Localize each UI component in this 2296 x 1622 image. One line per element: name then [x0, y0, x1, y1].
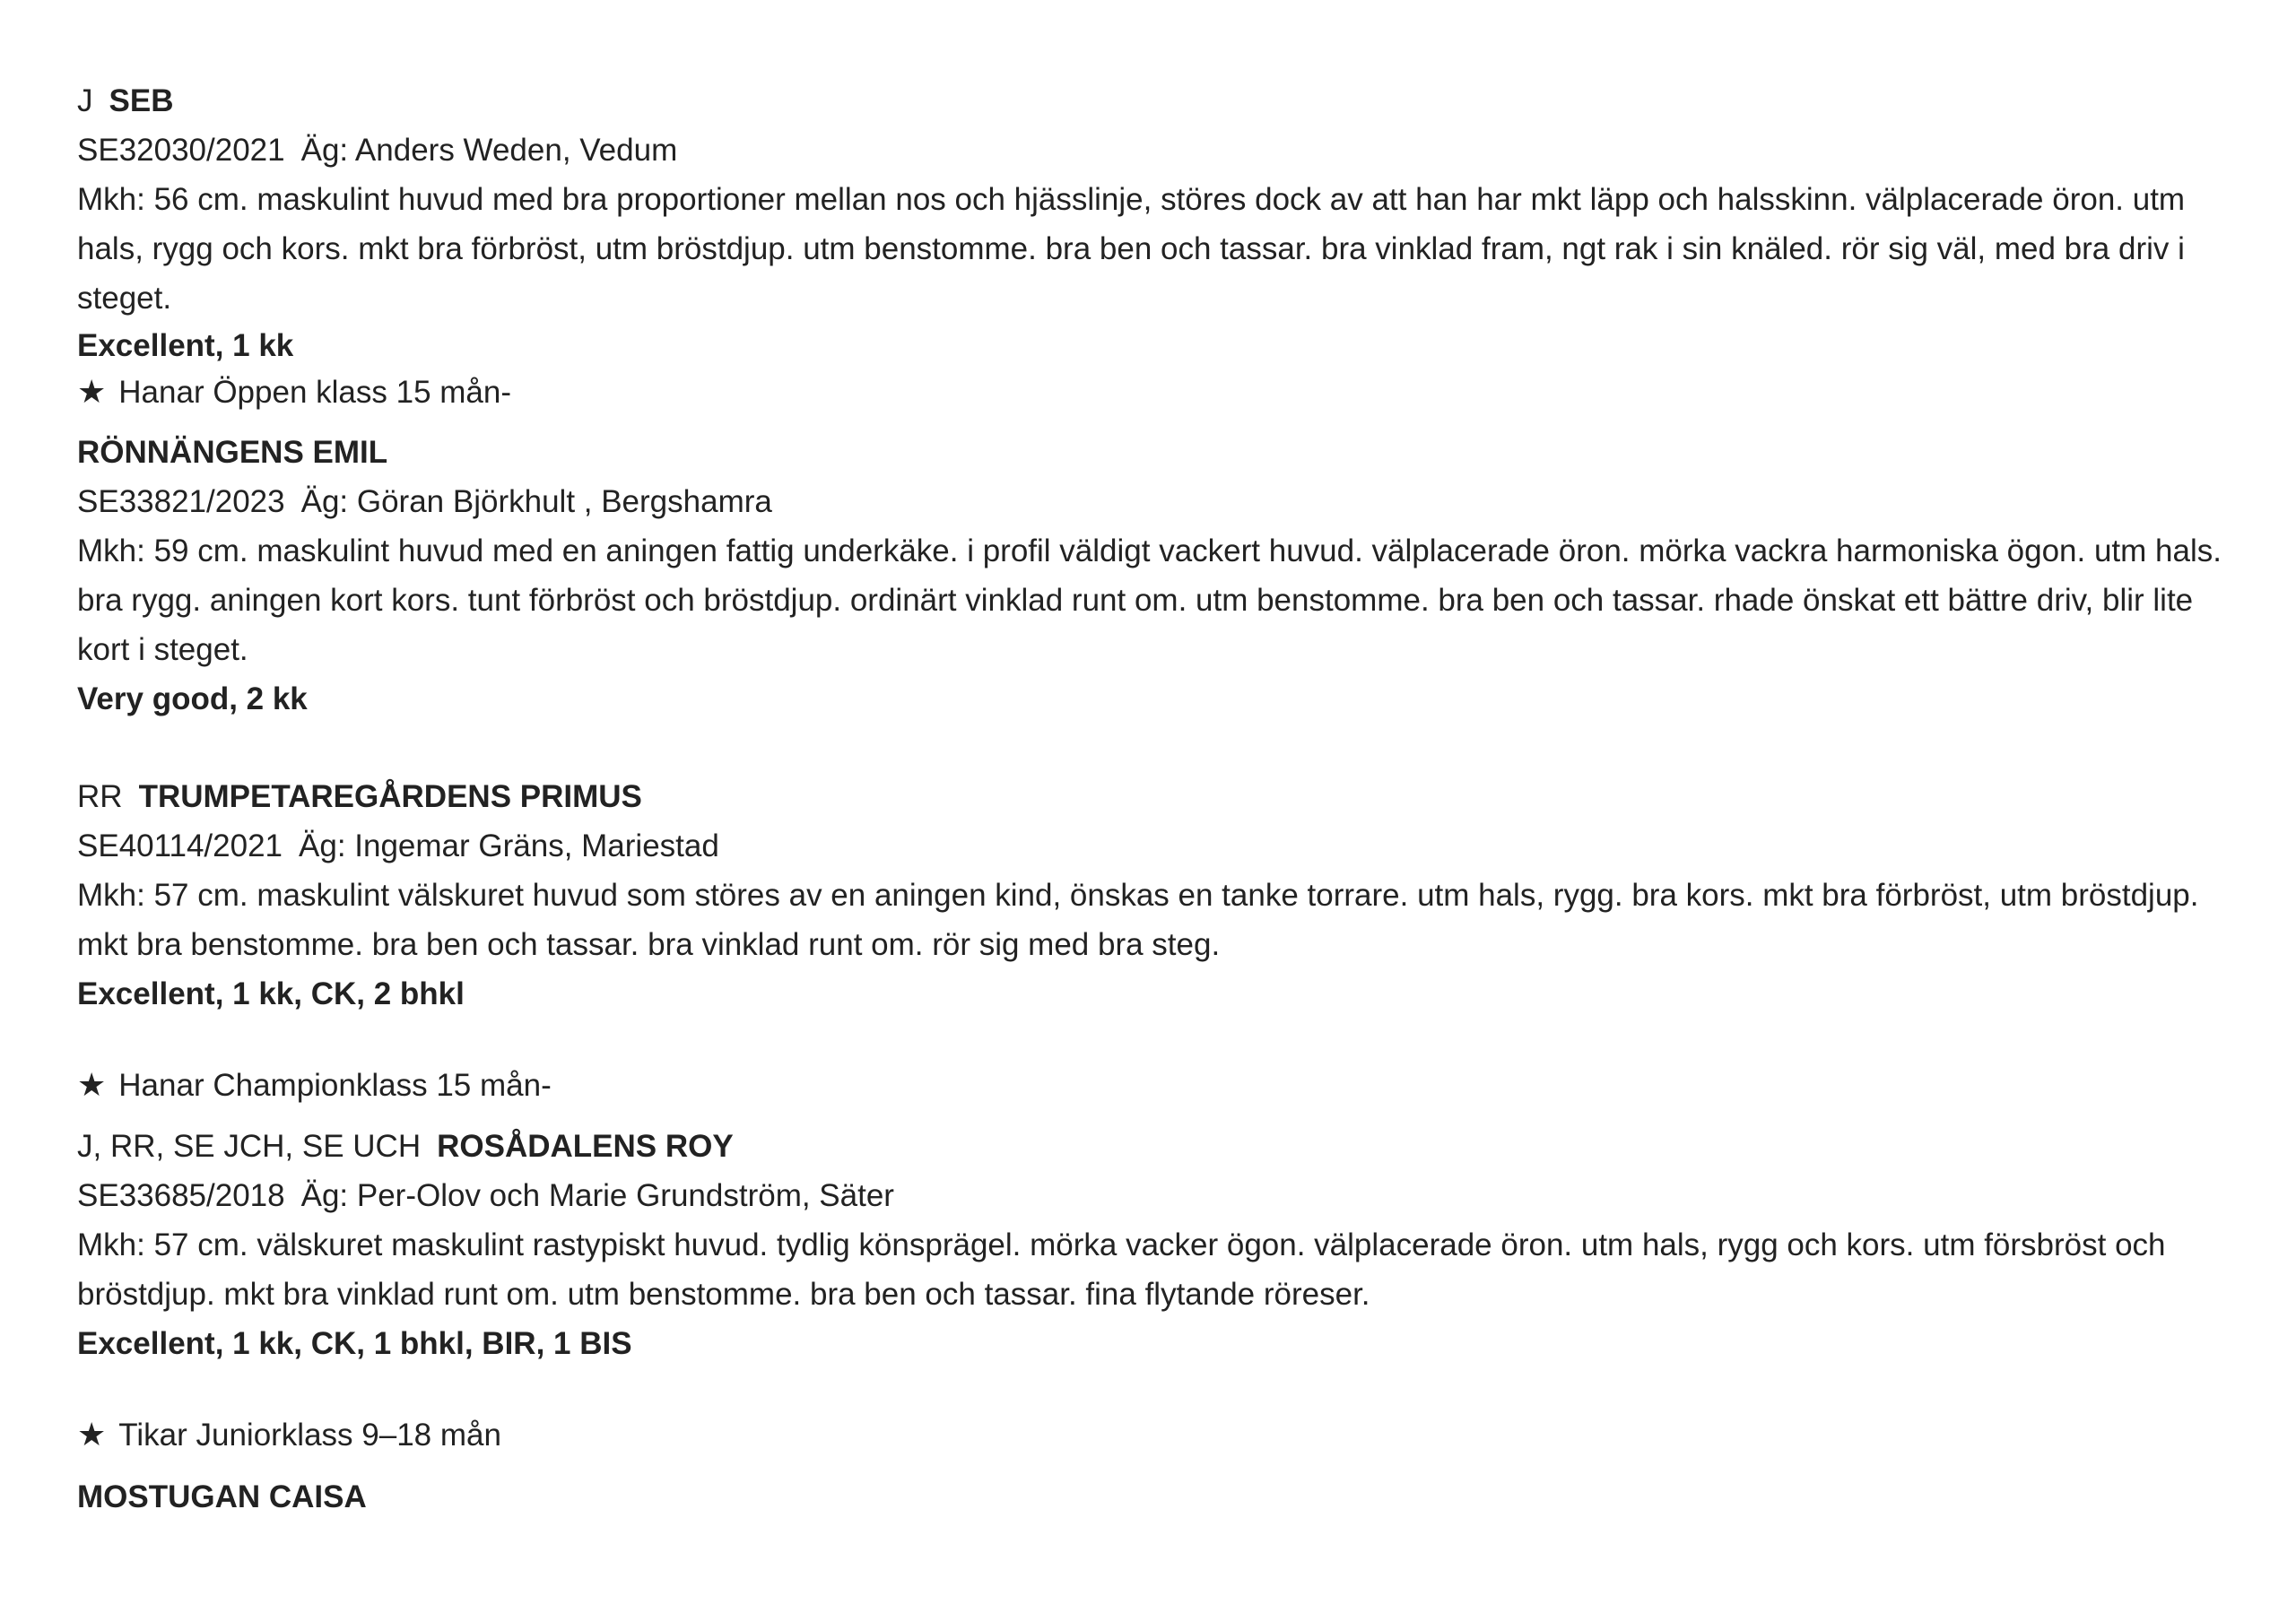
dog-critique: Mkh: 56 cm. maskulint huvud med bra proportioner mellan nos och hjässlinje, störes dock av att han har mkt läpp och halsskinn. välplacerade öron. utm hals, rygg och kors. mkt bra förbröst, utm bröstdjup. utm benstomme. bra ben och tassar. bra vinklad fram, ngt rak i sin knäled. rör sig väl, med bra driv i steget.: [77, 182, 2186, 316]
dog-registration: [77, 1171, 2239, 1220]
class-heading-label: Hanar Öppen klass 15 mån-: [118, 375, 512, 410]
dog-result: Very good, 2 kk: [77, 681, 308, 716]
dog-entry: [77, 1122, 2239, 1368]
dog-titles: J, RR, SE JCH, SE UCH: [77, 1129, 422, 1164]
dog-header: [77, 1122, 2239, 1171]
owner: Äg: Ingemar Gräns, Mariestad: [299, 828, 719, 863]
dog-name: TRUMPETAREGÅRDENS PRIMUS: [138, 779, 642, 814]
dog-header: [77, 76, 2239, 126]
registration-number: SE40114/2021: [77, 828, 283, 863]
class-heading: [77, 367, 511, 416]
dog-entry: [77, 772, 2239, 1019]
registration-number: SE33821/2023: [77, 484, 285, 519]
dog-name: ROSÅDALENS ROY: [437, 1129, 734, 1164]
dog-result: Excellent, 1 kk, CK, 2 bhkl: [77, 976, 465, 1011]
dog-registration: [77, 126, 2239, 175]
dog-result: Excellent, 1 kk: [77, 328, 294, 363]
dog-name: SEB: [109, 83, 174, 118]
dog-header: [77, 1472, 2239, 1522]
dog-critique: Mkh: 59 cm. maskulint huvud med en aningen fattig underkäke. i profil väldigt vackert huvud. välplacerade öron. mörka vackra harmoniska ögon. utm hals. bra rygg. aningen kort kors. tunt förbröst och bröstdjup. ordinärt vinklad runt om. utm benstomme. bra ben och tassar. rhade önskat ett bättre driv, blir lite kort i steget.: [77, 533, 2222, 667]
class-heading-label: Tikar Juniorklass 9–18 mån: [118, 1418, 501, 1453]
dog-titles: RR: [77, 779, 123, 814]
dog-titles: J: [77, 83, 93, 118]
dog-header: [77, 772, 2239, 821]
dog-name: MOSTUGAN CAISA: [77, 1479, 367, 1514]
dog-registration: [77, 821, 2239, 871]
dog-entry: [77, 76, 2239, 369]
star-icon: ★: [77, 1416, 107, 1453]
star-icon: ★: [77, 1066, 107, 1103]
dog-name: RÖNNÄNGENS EMIL: [77, 435, 388, 470]
dog-entry: [77, 428, 2239, 724]
owner: Äg: Göran Björkhult , Bergshamra: [300, 484, 772, 519]
owner: Äg: Anders Weden, Vedum: [300, 133, 678, 168]
owner: Äg: Per-Olov och Marie Grundström, Säter: [300, 1178, 894, 1213]
registration-number: SE32030/2021: [77, 133, 285, 168]
class-heading-label: Hanar Championklass 15 mån-: [118, 1068, 552, 1103]
dog-result: Excellent, 1 kk, CK, 1 bhkl, BIR, 1 BIS: [77, 1326, 632, 1361]
class-heading: [77, 1409, 501, 1459]
star-icon: ★: [77, 373, 107, 410]
dog-header: [77, 428, 2239, 477]
dog-critique: Mkh: 57 cm. välskuret maskulint rastypiskt huvud. tydlig könsprägel. mörka vacker ögon. välplacerade öron. utm hals, rygg och kors. utm försbröst och bröstdjup. mkt bra vinklad runt om. utm benstomme. bra ben och tassar. fina flytande röreser.: [77, 1227, 2166, 1312]
dog-registration: [77, 477, 2239, 526]
registration-number: SE33685/2018: [77, 1178, 285, 1213]
dog-entry: [77, 1472, 2239, 1522]
dog-critique: Mkh: 57 cm. maskulint välskuret huvud som störes av en aningen kind, önskas en tanke torrare. utm hals, rygg. bra kors. mkt bra förbröst, utm bröstdjup. mkt bra benstomme. bra ben och tassar. bra vinklad runt om. rör sig med bra steg.: [77, 878, 2199, 962]
class-heading: [77, 1060, 552, 1109]
